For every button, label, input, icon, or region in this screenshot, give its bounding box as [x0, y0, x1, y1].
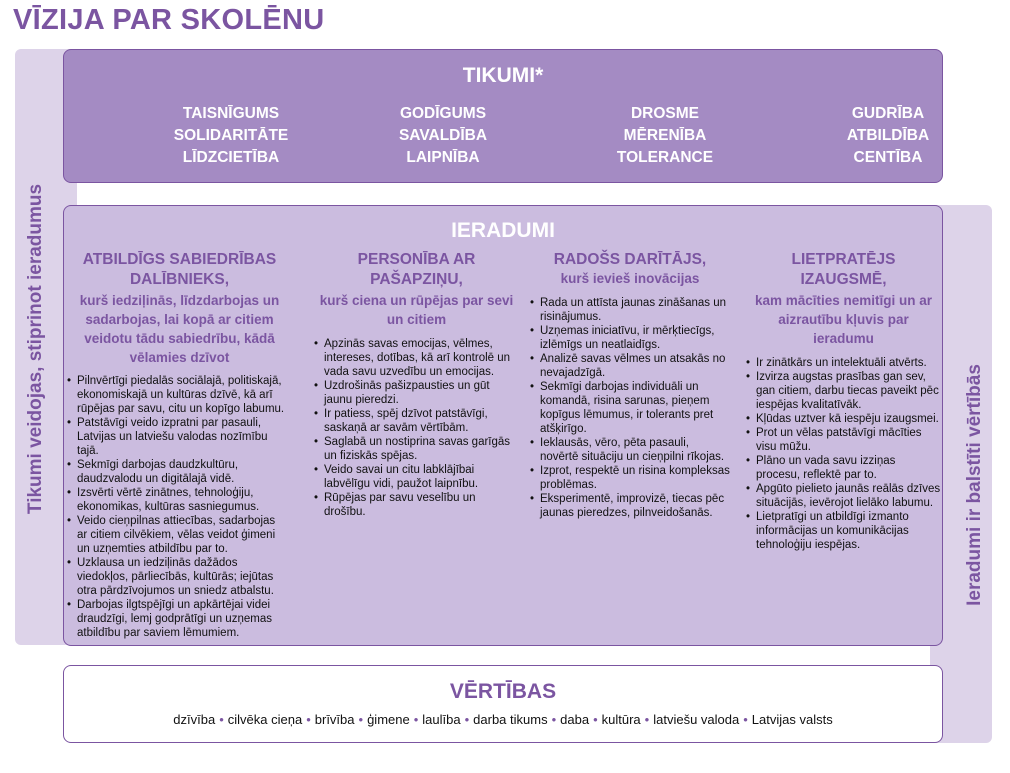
bullet-separator: • — [551, 712, 557, 727]
bullet-separator: • — [593, 712, 598, 727]
virtue: ATBILDĪBA — [846, 127, 930, 144]
tikumi-title: TIKUMI* — [462, 64, 544, 87]
vertibas-title: VĒRTĪBAS — [449, 680, 557, 703]
values-row — [64, 712, 942, 727]
virtue: SAVALDĪBA — [398, 127, 488, 144]
right-side-label: Ieradumi ir balstīti vērtībās — [964, 364, 985, 606]
list-item: • Eksperimentē, improvizē, tiecas pēc jaunas pieredzes, pilnveidošanās. — [530, 492, 730, 520]
list-item: • Analizē savas vēlmes un atsakās no nevajadzīgā. — [530, 352, 730, 380]
habit-list — [746, 356, 941, 552]
virtue: MĒRENĪBA — [623, 127, 707, 144]
value-item: Latvijas valsts — [751, 712, 833, 727]
column-heading: LIETPRATĒJS IZAUGSMĒ, — [791, 251, 896, 288]
left-side-label: Tikumi veidojas, stiprinot ieradumus — [25, 183, 46, 515]
ieradumi-box — [63, 205, 943, 646]
column-heading: ATBILDĪGS SABIEDRĪBAS DALĪBNIEKS, — [82, 251, 277, 288]
list-item: • Apgūto pielieto jaunās reālās dzīves situācijās, ievērojot lielāko labumu. — [746, 482, 941, 510]
value-item: brīvība — [314, 712, 355, 727]
habit-column — [530, 250, 730, 520]
list-item: • Darbojas ilgtspējīgi un apkārtējai videi draudzīgi, lemj godprātīgi un uzņemas atbildību par saviem lēmumiem. — [67, 598, 288, 640]
column-subheading: kam mācīties nemitīgi un ar aizrautību kļuvis par ieradumu — [754, 293, 933, 346]
bullet-separator: • — [464, 712, 470, 727]
list-item: • Sekmīgi darbojas individuāli un komandā, risina sarunas, pieņem kopīgus lēmumus, ir tolerants pret atšķirīgo. — [530, 380, 730, 436]
list-item: • Uzņemas iniciatīvu, ir mērķtiecīgs, izlēmīgs un neatlaidīgs. — [530, 324, 730, 352]
virtue: TOLERANCE — [616, 149, 714, 166]
list-item: • Plāno un vada savu izziņas procesu, reflektē par to. — [746, 454, 941, 482]
value-item: ģimene — [367, 712, 410, 727]
page-title: VĪZIJA PAR SKOLĒNU — [13, 4, 325, 36]
virtue-group — [565, 103, 765, 169]
list-item: • Rūpējas par savu veselību un drošību. — [314, 491, 519, 519]
list-item: • Izvirza augstas prasības gan sev, gan citiem, darbu tiecas paveikt pēc iespējas kvalitatīvāk. — [746, 370, 941, 412]
habit-column — [314, 250, 519, 519]
virtue: CENTĪBA — [853, 149, 923, 166]
habit-list — [314, 337, 519, 519]
list-item: • Rada un attīsta jaunas zināšanas un risinājumus. — [530, 296, 730, 324]
list-item: • Lietpratīgi un atbildīgi izmanto informācijas un komunikācijas tehnoloģiju iespējas. — [746, 510, 941, 552]
virtue: LĪDZCIETĪBA — [182, 149, 280, 166]
bullet-separator: • — [306, 712, 311, 727]
value-item: latviešu valoda — [653, 712, 740, 727]
bullet-separator: • — [743, 712, 748, 727]
virtue: DROSME — [630, 105, 700, 122]
bullet-separator: • — [358, 712, 364, 727]
virtue: GODĪGUMS — [399, 105, 487, 122]
list-item: • Izsvērti vērtē zinātnes, tehnoloģiju, ekonomikas, kultūras sasniegumus. — [67, 486, 288, 514]
vertibas-box — [63, 665, 943, 743]
virtue-group — [343, 103, 543, 169]
virtue: GUDRĪBA — [851, 105, 925, 122]
column-heading: RADOŠS DARĪTĀJS, — [553, 251, 707, 268]
value-item: dzīvība — [173, 712, 216, 727]
value-item: laulība — [422, 712, 461, 727]
ieradumi-title: IERADUMI — [451, 219, 555, 242]
habit-list — [530, 296, 730, 520]
list-item: • Veido savai un citu labklājībai labvēlīgu vidi, paužot laipnību. — [314, 463, 519, 491]
list-item: • Sekmīgi darbojas daudzkultūru, daudzvalodu un digitālajā vidē. — [67, 458, 288, 486]
value-item: kultūra — [601, 712, 641, 727]
habit-column — [67, 250, 292, 640]
list-item: • Uzklausa un iedziļinās dažādos viedokļos, pārliecībās, kultūrās; iejūtas otra pārdzīvojumos un sniedz atbalstu. — [67, 556, 288, 598]
bullet-separator: • — [644, 712, 650, 727]
list-item: • Veido cieņpilnas attiecības, sadarbojas ar citiem cilvēkiem, vēlas veidot ģimeni un uzņemties atbildību par to. — [67, 514, 288, 556]
list-item: • Ieklausās, vēro, pēta pasauli, novērtē situāciju un cieņpilni rīkojas. — [530, 436, 730, 464]
list-item: • Patstāvīgi veido izpratni par pasauli, Latvijas un latviešu valodas nozīmību tajā. — [67, 416, 288, 458]
virtue: SOLIDARITĀTE — [173, 127, 289, 144]
list-item: • Saglabā un nostiprina savas garīgās un fiziskās spējas. — [314, 435, 519, 463]
column-subheading: kurš ievieš inovācijas — [560, 271, 700, 286]
list-item: • Ir patiess, spēj dzīvot patstāvīgi, saskaņā ar savām vērtībām. — [314, 407, 519, 435]
list-item: • Uzdrošinās pašizpausties un gūt jaunu pieredzi. — [314, 379, 519, 407]
list-item: • Prot un vēlas patstāvīgi mācīties visu mūžu. — [746, 426, 941, 454]
list-item: • Pilnvērtīgi piedalās sociālajā, politiskajā, ekonomiskajā un kultūras dzīvē, kā arī rūpējas par savu, citu un kopīgo labumu. — [67, 374, 288, 416]
virtue: TAISNĪGUMS — [182, 105, 280, 122]
virtue-group — [788, 103, 988, 169]
list-item: • Apzinās savas emocijas, vēlmes, intereses, dotības, kā arī kontrolē un vada savu uzvedību un emocijas. — [314, 337, 519, 379]
value-item: cilvēka cieņa — [227, 712, 303, 727]
column-subheading: kurš ciena un rūpējas par sevi un citiem — [319, 293, 514, 327]
list-item: • Izprot, respektē un risina kompleksas problēmas. — [530, 464, 730, 492]
column-subheading: kurš iedziļinās, līdzdarbojas un sadarbojas, lai kopā ar citiem veidotu tādu sabiedrību, kādā vēlamies dzīvot — [79, 293, 280, 365]
bullet-separator: • — [219, 712, 224, 727]
list-item: • Ir zinātkārs un intelektuāli atvērts. — [746, 356, 941, 370]
virtue-group — [131, 103, 331, 169]
habit-list — [67, 374, 292, 640]
value-item: darba tikums — [473, 712, 548, 727]
list-item: • Kļūdas uztver kā iespēju izaugsmei. — [746, 412, 941, 426]
tikumi-box — [63, 49, 943, 183]
column-heading: PERSONĪBA AR PAŠAPZIŅU, — [357, 251, 476, 288]
habit-column — [746, 250, 941, 552]
value-item: daba — [560, 712, 590, 727]
bullet-separator: • — [413, 712, 419, 727]
virtue: LAIPNĪBA — [406, 149, 480, 166]
